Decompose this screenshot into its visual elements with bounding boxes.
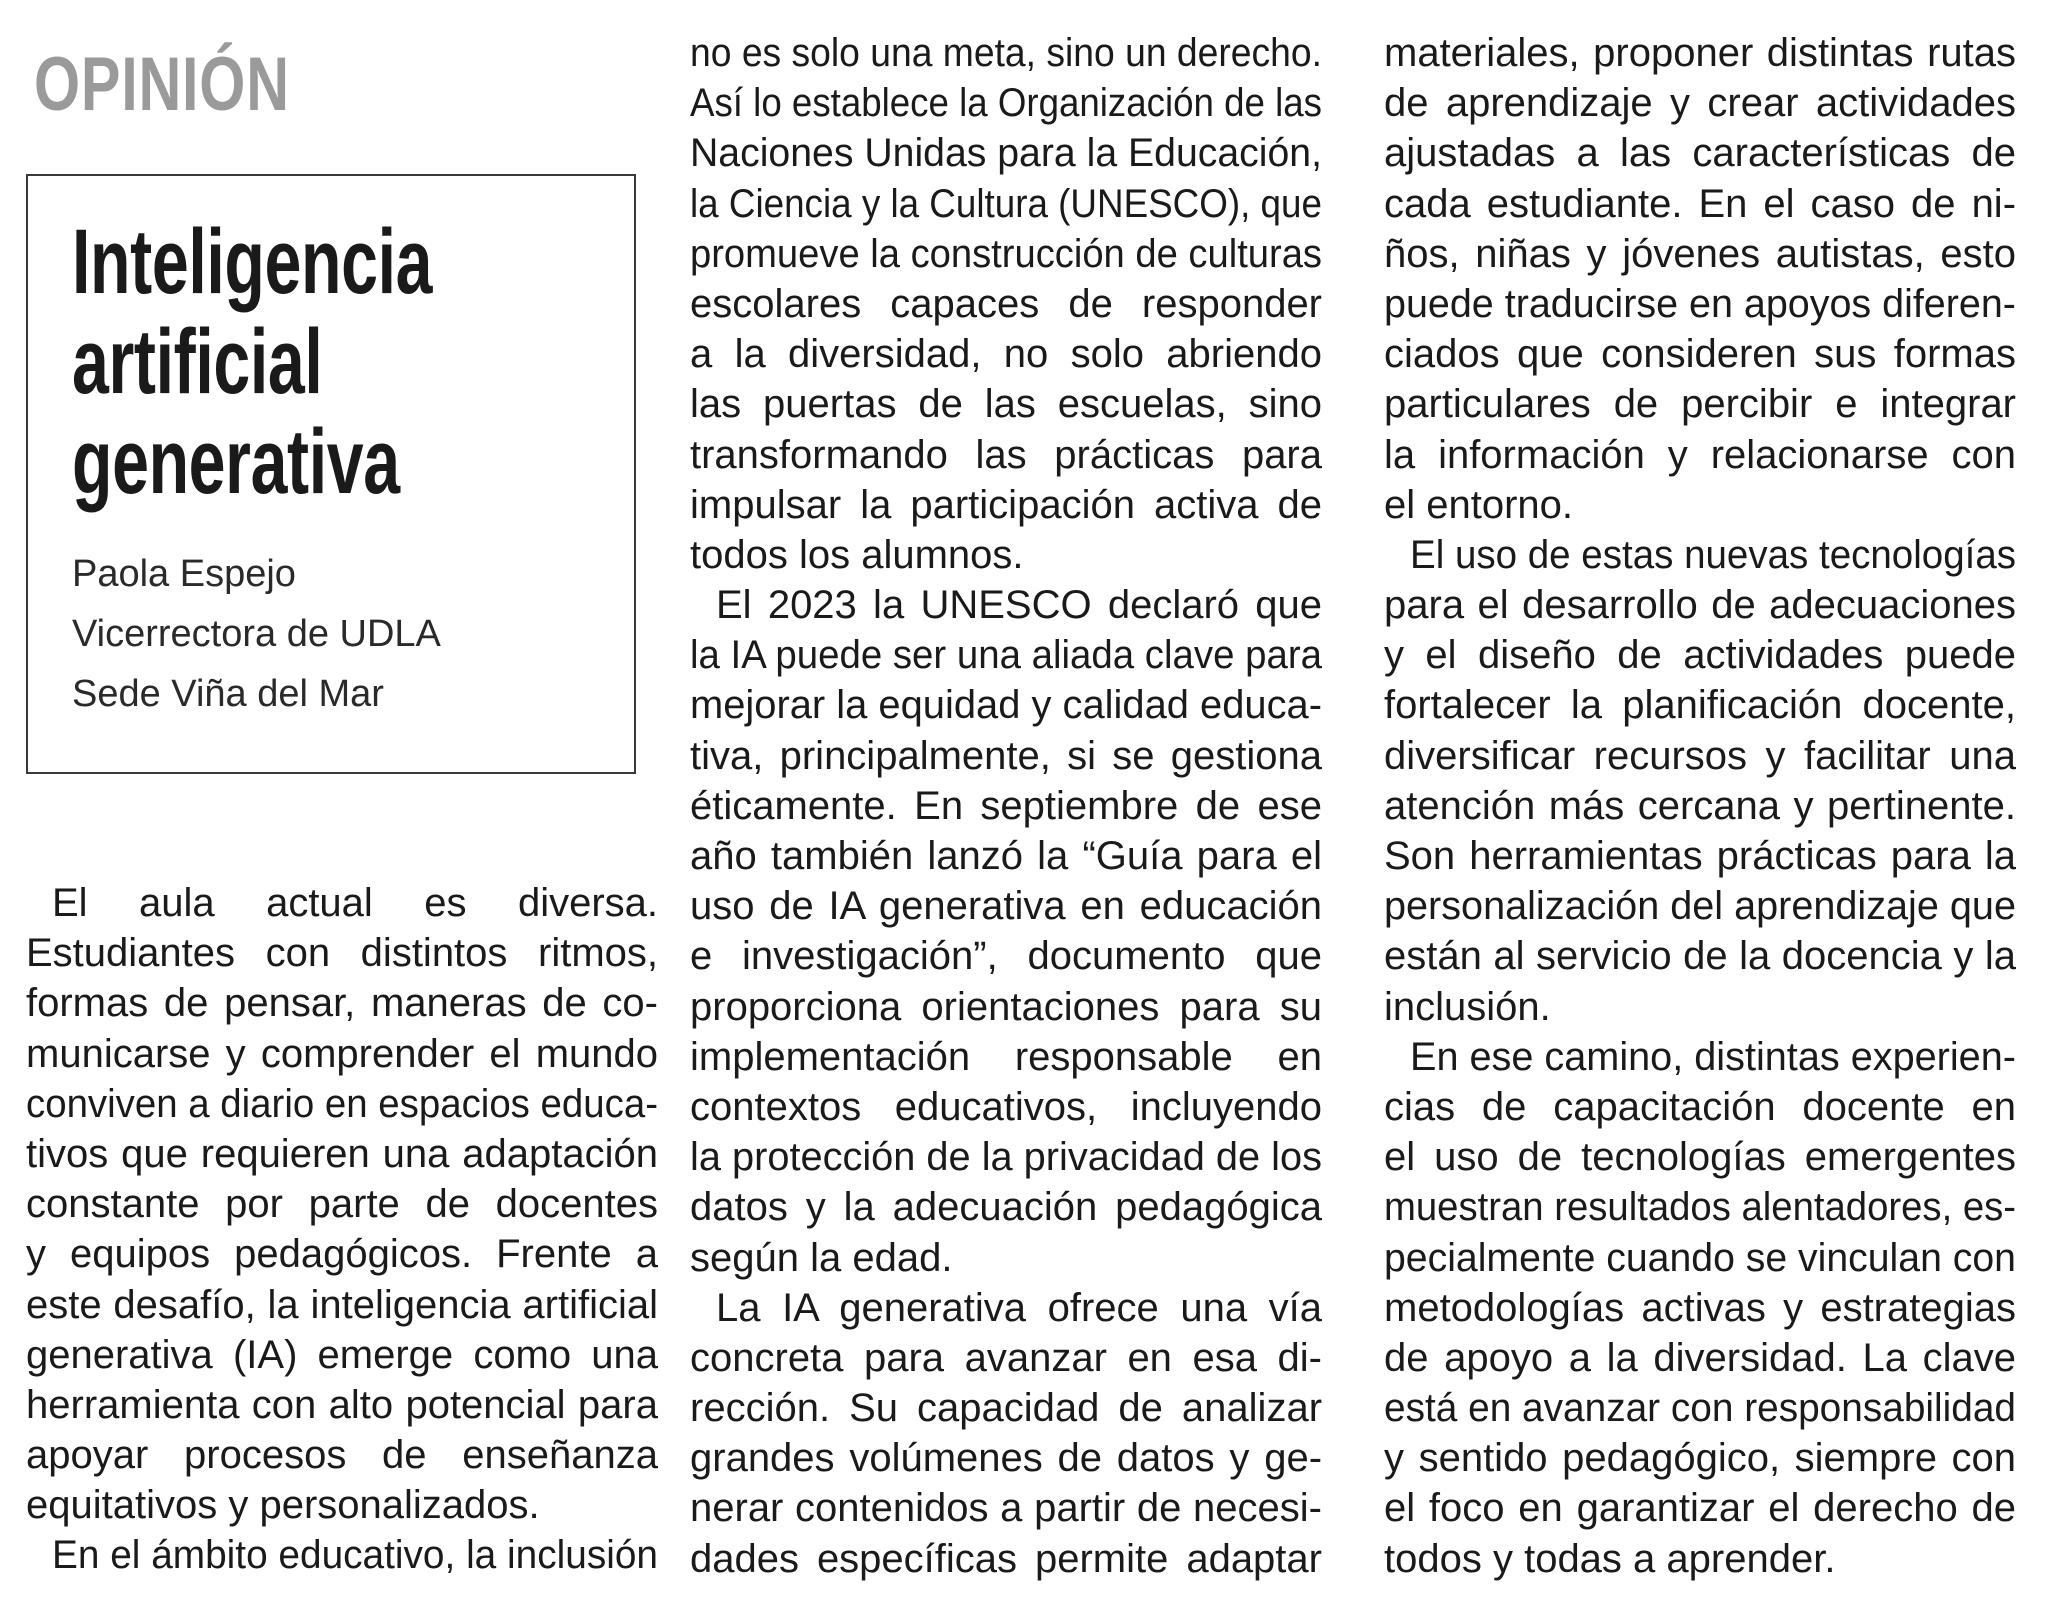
article-line-text: cada estudiante. En el caso de ni-	[1384, 181, 2017, 226]
article-line	[1384, 78, 2016, 128]
article-line	[1384, 1032, 2016, 1082]
article-line-text: Así lo establece la Organización de las	[690, 81, 1323, 126]
article-line	[26, 1530, 658, 1580]
article-line	[1384, 229, 2016, 279]
article-line	[690, 379, 1322, 429]
article-line-text: personalización del aprendizaje que	[1384, 884, 2016, 929]
article-line-text: según la edad.	[690, 1235, 953, 1280]
article-line-text: todos los alumnos.	[690, 532, 1024, 577]
article-line-text: e investigación”, documento que	[690, 934, 1322, 979]
article-line-text: el uso de tecnologías emergentes	[1384, 1135, 2016, 1180]
article-line	[690, 530, 1322, 580]
article-line-text: año también lanzó la “Guía para el	[690, 834, 1323, 878]
headline	[72, 212, 590, 512]
article-line	[1384, 831, 2016, 881]
article-line	[1384, 179, 2016, 229]
headline-box	[26, 174, 636, 774]
article-line	[690, 1233, 1322, 1283]
article-line	[1384, 1383, 2016, 1433]
article-line	[690, 731, 1322, 781]
article-line-text: dades específicas permite adaptar	[690, 1536, 1322, 1581]
article-line	[26, 1179, 658, 1229]
article-line	[1384, 530, 2016, 580]
article-line-text: y equipos pedagógicos. Frente a	[26, 1232, 658, 1277]
article-line	[26, 1229, 658, 1279]
article-line-text: ños, niñas y jóvenes autistas, esto	[1384, 231, 2016, 276]
article-line-text: La IA generativa ofrece una vía	[716, 1285, 1323, 1330]
article-line-text: promueve la construcción de culturas	[690, 231, 1323, 276]
article-line-text: muestran resultados alentadores, es-	[1384, 1185, 2017, 1230]
article-line	[690, 1283, 1322, 1333]
article-line	[1384, 881, 2016, 931]
article-line-text: Son herramientas prácticas para la	[1384, 834, 2016, 878]
article-line-text: uso de IA generativa en educación	[690, 884, 1322, 929]
headline-line: Inteligencia	[72, 211, 433, 313]
article-line	[690, 28, 1322, 78]
article-line-text: a la diversidad, no solo abriendo	[690, 332, 1322, 377]
article-line-text: fortalecer la planificación docente,	[1384, 683, 2016, 728]
article-line-text: materiales, proponer distintas rutas	[1384, 31, 2017, 75]
article-line	[690, 179, 1322, 229]
article-line-text: atención más cercana y pertinente.	[1384, 783, 2017, 828]
article-line	[1384, 1433, 2016, 1483]
article-line-text: El aula actual es diversa.	[52, 881, 659, 925]
article-line-text: conviven a diario en espacios educa-	[26, 1081, 658, 1126]
article-line-text: para el desarrollo de adecuaciones	[1384, 583, 2016, 628]
article-line-text: el entorno.	[1384, 482, 1574, 527]
article-line	[26, 1029, 658, 1079]
article-line	[690, 1132, 1322, 1182]
article-line	[690, 279, 1322, 329]
article-line	[26, 1430, 658, 1480]
article-line-text: generativa (IA) emerge como una	[26, 1332, 659, 1377]
article-line-text: mejorar la equidad y calidad educa-	[690, 683, 1323, 728]
byline	[72, 544, 441, 724]
author-campus: Sede Viña del Mar	[72, 673, 384, 715]
section-label: OPINIÓN	[34, 42, 290, 127]
article-line	[1384, 480, 2016, 530]
article-line	[1384, 379, 2016, 429]
article-line	[1384, 680, 2016, 730]
author-name: Paola Espejo	[72, 553, 296, 595]
article-line-text: ciados que consideren sus formas	[1384, 332, 2016, 377]
article-line	[690, 781, 1322, 831]
article-line-text: Estudiantes con distintos ritmos,	[26, 931, 659, 976]
article-line	[1384, 731, 2016, 781]
article-line	[26, 978, 658, 1028]
article-line-text: Naciones Unidas para la Educación,	[690, 131, 1322, 176]
article-line-text: datos y la adecuación pedagógica	[690, 1185, 1322, 1230]
article-line-text: proporciona orientaciones para su	[690, 984, 1323, 1029]
article-line-text: En ese camino, distintas experien-	[1410, 1034, 2016, 1079]
article-line-text: y el diseño de actividades puede	[1384, 633, 2017, 678]
article-line-text: contextos educativos, incluyendo	[690, 1084, 1322, 1129]
article-line-text: impulsar la participación activa de	[690, 482, 1323, 527]
article-line	[1384, 630, 2016, 680]
article-line	[690, 831, 1322, 881]
article-line	[26, 928, 658, 978]
article-line	[26, 1129, 658, 1179]
article-line	[690, 881, 1322, 931]
article-line	[690, 229, 1322, 279]
article-line-text: la protección de la privacidad de los	[690, 1135, 1322, 1180]
article-line-text: transformando las prácticas para	[690, 432, 1322, 477]
article-column-3	[1384, 28, 2016, 1584]
article-line	[690, 78, 1322, 128]
article-line	[690, 580, 1322, 630]
article-line	[690, 982, 1322, 1032]
article-line-text: formas de pensar, maneras de co-	[26, 981, 658, 1026]
article-line-text: el foco en garantizar el derecho de	[1384, 1486, 2016, 1531]
article-line-text: y sentido pedagógico, siempre con	[1384, 1436, 2017, 1481]
article-line	[1384, 1283, 2016, 1333]
article-column-2	[690, 28, 1322, 1584]
article-line	[1384, 329, 2016, 379]
article-line-text: la información y relacionarse con	[1384, 432, 2017, 477]
article-line	[1384, 128, 2016, 178]
article-line	[1384, 28, 2016, 78]
article-line	[26, 1330, 658, 1380]
article-line	[690, 1032, 1322, 1082]
article-line	[1384, 279, 2016, 329]
article-line	[26, 1280, 658, 1330]
article-line	[1384, 982, 2016, 1032]
article-line	[690, 1534, 1322, 1584]
article-line-text: tiva, principalmente, si se gestiona	[690, 733, 1322, 778]
article-line	[690, 430, 1322, 480]
article-line	[690, 480, 1322, 530]
article-line	[1384, 1534, 2016, 1584]
article-line-text: puede traducirse en apoyos diferen-	[1384, 281, 2016, 326]
article-line	[1384, 580, 2016, 630]
article-line-text: inclusión.	[1384, 984, 1551, 1029]
article-line-text: las puertas de las escuelas, sino	[690, 382, 1323, 427]
article-line-text: herramienta con alto potencial para	[26, 1382, 658, 1427]
article-line	[1384, 781, 2016, 831]
article-line-text: de apoyo a la diversidad. La clave	[1384, 1335, 2017, 1380]
article-line-text: ajustadas a las características de	[1384, 131, 2017, 176]
author-role: Vicerrectora de UDLA	[72, 613, 441, 655]
article-line	[690, 1333, 1322, 1383]
article-line	[690, 1433, 1322, 1483]
article-line-text: este desafío, la inteligencia artificial	[26, 1282, 658, 1327]
article-line	[1384, 1483, 2016, 1533]
article-line	[26, 878, 658, 928]
article-line-text: de aprendizaje y crear actividades	[1384, 81, 2017, 126]
headline-line: artificial	[72, 311, 323, 413]
article-line	[1384, 1082, 2016, 1132]
article-line-text: implementación responsable en	[690, 1034, 1322, 1079]
article-line-text: escolares capaces de responder	[690, 281, 1323, 326]
article-line-text: éticamente. En septiembre de ese	[690, 783, 1323, 828]
article-line	[690, 630, 1322, 680]
article-line-text: la Ciencia y la Cultura (UNESCO), que	[690, 181, 1322, 226]
article-line	[690, 931, 1322, 981]
article-line-text: están al servicio de la docencia y la	[1384, 934, 2016, 979]
article-line	[26, 1079, 658, 1129]
article-line	[690, 329, 1322, 379]
article-line-text: tivos que requieren una adaptación	[26, 1131, 658, 1176]
article-line	[1384, 1233, 2016, 1283]
article-line-text: la IA puede ser una aliada clave para	[690, 633, 1322, 678]
article-line-text: metodologías activas y estrategias	[1384, 1285, 2016, 1330]
article-line	[690, 1383, 1322, 1433]
headline-line: generativa	[72, 411, 400, 513]
article-line-text: equitativos y personalizados.	[26, 1483, 540, 1528]
article-line-text: no es solo una meta, sino un derecho.	[690, 31, 1322, 75]
article-line	[26, 1380, 658, 1430]
article-line	[690, 1483, 1322, 1533]
article-line-text: grandes volúmenes de datos y ge-	[690, 1436, 1323, 1481]
article-line	[1384, 430, 2016, 480]
article-line	[690, 1182, 1322, 1232]
article-line-text: El 2023 la UNESCO declaró que	[716, 583, 1323, 628]
article-line	[26, 1480, 658, 1530]
article-line-text: El uso de estas nuevas tecnologías	[1410, 532, 2017, 577]
article-line-text: rección. Su capacidad de analizar	[690, 1386, 1323, 1431]
article-line-text: cias de capacitación docente en	[1384, 1084, 2016, 1129]
article-line	[1384, 1333, 2016, 1383]
article-line-text: En el ámbito educativo, la inclusión	[52, 1533, 659, 1578]
article-line-text: está en avanzar con responsabilidad	[1384, 1386, 2017, 1431]
article-line-text: municarse y comprender el mundo	[26, 1031, 658, 1076]
article-line	[1384, 1182, 2016, 1232]
article-line	[690, 680, 1322, 730]
article-line-text: pecialmente cuando se vinculan con	[1384, 1235, 2016, 1280]
article-line-text: concreta para avanzar en esa di-	[690, 1335, 1322, 1380]
article-line-text: todos y todas a aprender.	[1384, 1536, 1836, 1581]
article-line	[1384, 1132, 2016, 1182]
article-line-text: diversificar recursos y facilitar una	[1384, 733, 2016, 778]
article-line	[690, 1082, 1322, 1132]
article-line-text: particulares de percibir e integrar	[1384, 382, 2017, 427]
article-line-text: constante por parte de docentes	[26, 1182, 659, 1227]
article-column-1	[26, 878, 658, 1581]
article-line-text: apoyar procesos de enseñanza	[26, 1433, 658, 1478]
article-line	[690, 128, 1322, 178]
article-line	[1384, 931, 2016, 981]
article-line-text: nerar contenidos a partir de necesi-	[690, 1486, 1322, 1531]
